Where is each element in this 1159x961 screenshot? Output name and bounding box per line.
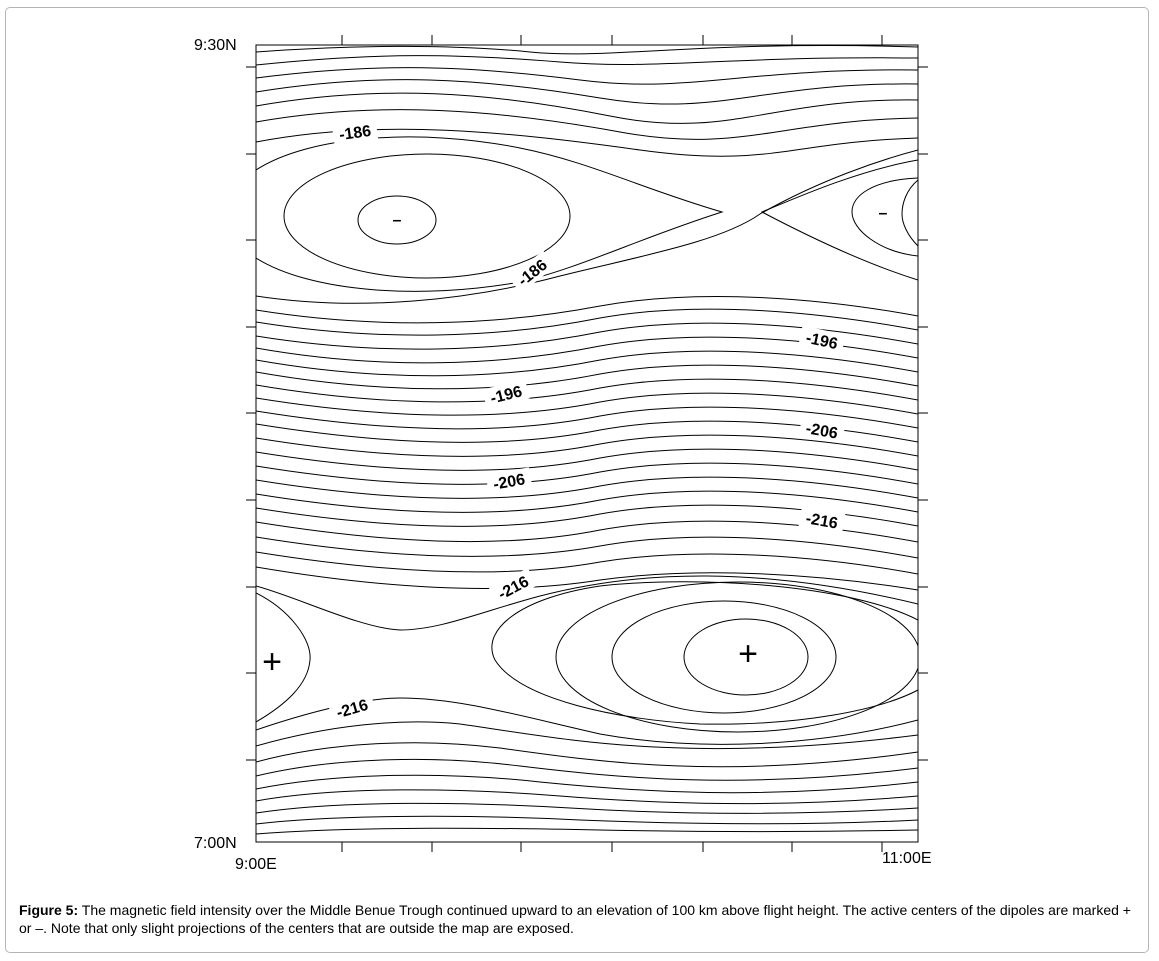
contour-label: -206 [804, 420, 839, 443]
contour-label: -216 [495, 573, 532, 604]
contour-label: -206 [492, 471, 527, 494]
contour-label: -216 [334, 696, 371, 723]
caption-text: The magnetic field intensity over the Middle Benue Trough continued upward to an elevation of 100 km above flight height. The active centers of the dipoles are marked + or –. Note that only slight projections of the centers that are outside the map are exposed. [19, 902, 1131, 936]
figure-caption [19, 901, 1144, 937]
contour-label: -186 [515, 256, 551, 290]
minus-center-marker: – [392, 212, 402, 229]
plus-center-marker: + [738, 635, 758, 673]
contour-label: -196 [488, 383, 524, 408]
longitude-left-label: 9:00E [235, 856, 277, 873]
caption-prefix: Figure 5: [19, 902, 79, 918]
contour-label: -186 [338, 122, 373, 145]
contour-label: -196 [804, 329, 840, 354]
contour-label: -216 [804, 510, 839, 533]
latitude-bottom-label: 7:00N [194, 835, 237, 852]
plus-center-marker: + [262, 643, 282, 681]
dipole-markers [262, 205, 887, 681]
map-border [246, 35, 928, 852]
latitude-top-label: 9:30N [194, 37, 237, 54]
longitude-right-label: 11:00E [882, 850, 932, 867]
minus-center-marker: – [878, 205, 888, 222]
